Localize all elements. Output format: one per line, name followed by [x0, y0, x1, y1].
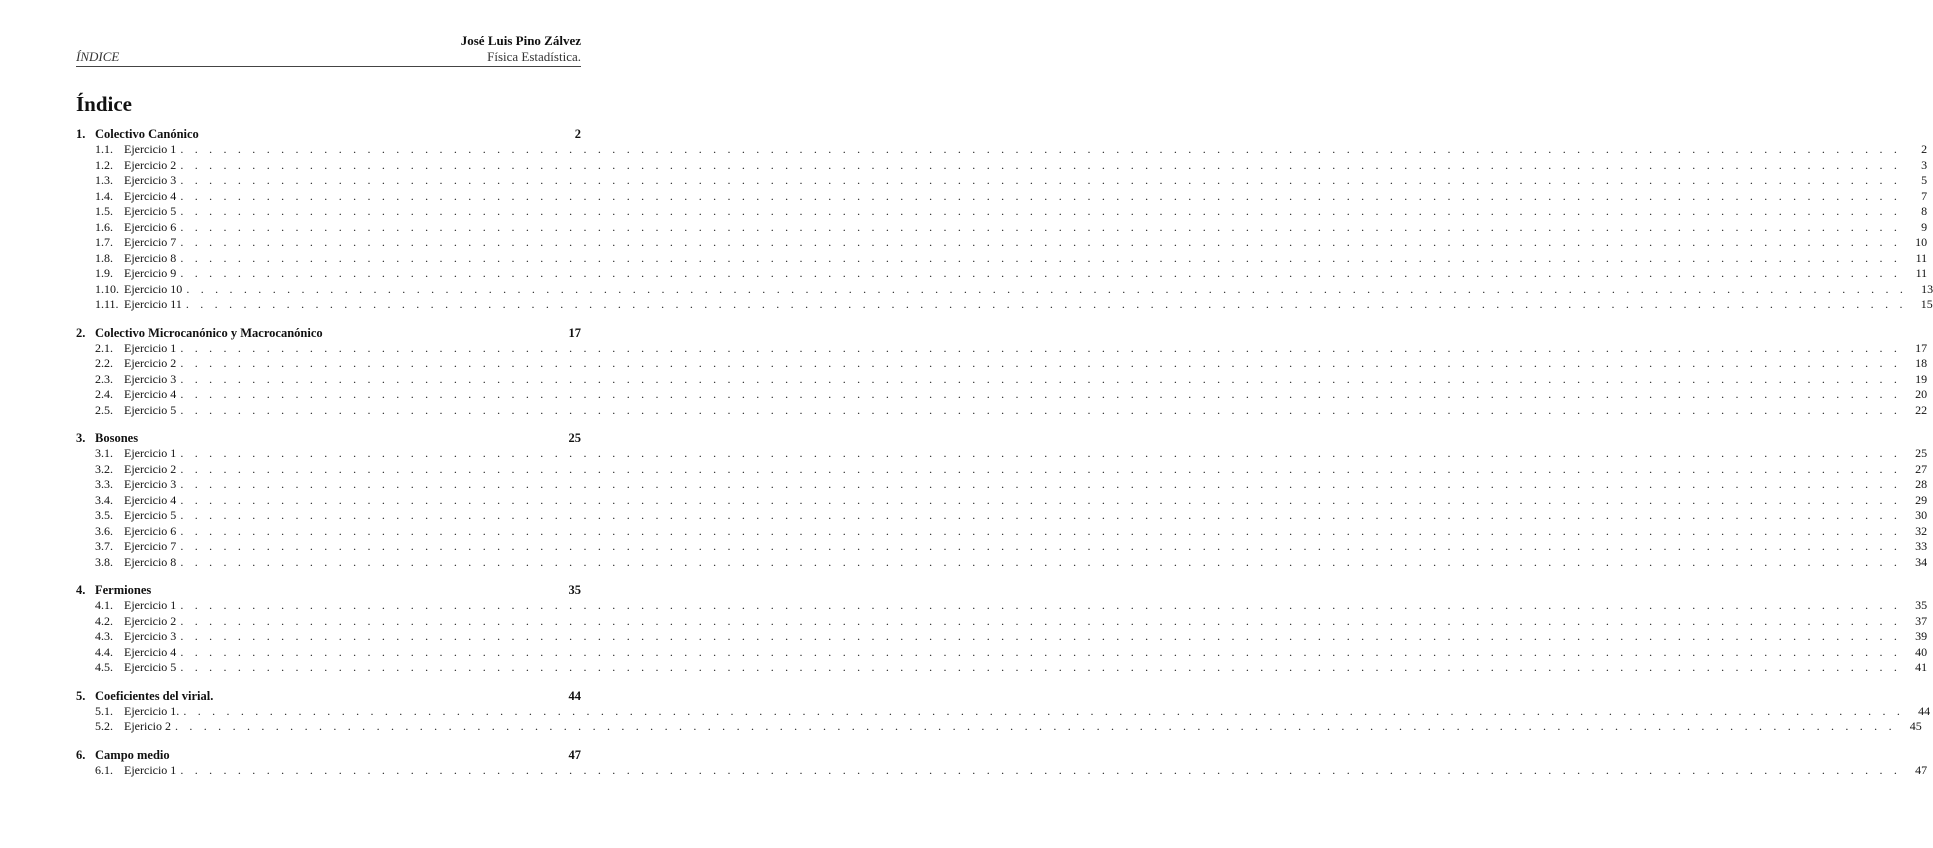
header-author: José Luis Pino Zálvez [460, 33, 581, 48]
entry-number: 1.1. [95, 142, 113, 156]
section-title: Colectivo Canónico [95, 127, 199, 141]
section-title: Fermiones [95, 583, 152, 597]
entry-page: 37 [1915, 613, 1928, 628]
dot-leader: . . . . . . . . . . . . . . . . . . . . . . . . . . . . . . . . . . . . . . . . . . . . . . . . . . . . . . . . . . . . . . . . . . . . . . . . . . . . . . . . . . . . . . . . . . . . . . . . . . . . . . . . . . . . . . . . . . . . . . . . [180, 188, 1902, 203]
entry-title: Ejercicio 5 [124, 402, 177, 417]
toc-section [76, 126, 1933, 313]
entry-title: Ejercicio 2 [124, 356, 177, 370]
entry-title: Ejercicio 3 [124, 173, 177, 187]
toc-entry[interactable] [76, 281, 1933, 298]
entry-number: 3.2. [95, 461, 113, 476]
header-course: Física Estadística. [487, 49, 581, 64]
entry-number: 4.1. [95, 598, 113, 612]
entry-title: Ejercicio 5 [124, 508, 177, 522]
toc-entry[interactable] [76, 387, 1928, 403]
entry-title: Ejercicio 9 [124, 266, 177, 280]
entry-number: 1.2. [95, 157, 113, 172]
entry-title: Ejercicio 2 [124, 157, 177, 172]
dot-leader: . . . . . . . . . . . . . . . . . . . . . . . . . . . . . . . . . . . . . . . . . . . . . . . . . . . . . . . . . . . . . . . . . . . . . . . . . . . . . . . . . . . . . . . . . . . . . . . . . . . . . . . . . . . . . . . . . . . . . . . . [180, 235, 1902, 249]
entry-page: 34 [1915, 554, 1928, 569]
dot-leader: . . . . . . . . . . . . . . . . . . . . . . . . . . . . . . . . . . . . . . . . . . . . . . . . . . . . . . . . . . . . . . . . . . . . . . . . . . . . . . . . . . . . . . . . . . . . . . . . . . . . . . . . . . . . . . . . . . . . . . . . [180, 508, 1902, 522]
entry-title: Ejercicio 1 [124, 598, 177, 612]
entry-page: 27 [1915, 461, 1928, 476]
entry-number: 3.5. [95, 508, 113, 522]
entry-number: 4.5. [95, 660, 113, 674]
entry-number: 3.1. [95, 446, 113, 460]
toc-entry[interactable] [76, 523, 1928, 540]
toc-section-heading[interactable] [76, 747, 581, 763]
section-page: 2 [574, 127, 581, 141]
toc-entry[interactable] [76, 297, 1933, 313]
entry-title: Ejercicio 10 [124, 281, 183, 296]
dot-leader: . . . . . . . . . . . . . . . . . . . . . . . . . . . . . . . . . . . . . . . . . . . . . . . . . . . . . . . . . . . . . . . . . . . . . . . . . . . . . . . . . . . . . . . . . . . . . . . . . . . . . . . . . . . . . . . . . . . . . . . . [180, 387, 1902, 401]
entry-title: Ejercicio 7 [124, 235, 177, 249]
entry-number: 1.7. [95, 235, 113, 249]
entry-number: 2.5. [95, 402, 113, 417]
entry-number: 2.4. [95, 387, 113, 401]
toc-section-heading[interactable] [76, 430, 581, 446]
toc-section [76, 430, 1928, 570]
toc-section-heading[interactable] [76, 688, 581, 704]
entry-page: 17 [1915, 340, 1928, 355]
toc-section [76, 582, 1928, 676]
toc-entry[interactable] [76, 266, 1928, 282]
entry-title: Ejercicio 4 [124, 188, 177, 203]
entry-page: 3 [1921, 157, 1928, 172]
dot-leader: . . . . . . . . . . . . . . . . . . . . . . . . . . . . . . . . . . . . . . . . . . . . . . . . . . . . . . . . . . . . . . . . . . . . . . . . . . . . . . . . . . . . . . . . . . . . . . . . . . . . . . . . . . . . . . . . . . . . . . . . [180, 173, 1902, 187]
entry-page: 28 [1915, 477, 1928, 491]
dot-leader: . . . . . . . . . . . . . . . . . . . . . . . . . . . . . . . . . . . . . . . . . . . . . . . . . . . . . . . . . . . . . . . . . . . . . . . . . . . . . . . . . . . . . . . . . . . . . . . . . . . . . . . . . . . . . . . . . . . . . . . . [180, 461, 1902, 476]
toc-entry[interactable] [76, 157, 1928, 174]
entry-number: 5.1. [95, 703, 113, 718]
entry-number: 3.8. [95, 554, 113, 569]
dot-leader: . . . . . . . . . . . . . . . . . . . . . . . . . . . . . . . . . . . . . . . . . . . . . . . . . . . . . . . . . . . . . . . . . . . . . . . . . . . . . . . . . . . . . . . . . . . . . . . . . . . . . . . . . . . . . . . . . . . . . . . . [180, 371, 1902, 386]
dot-leader: . . . . . . . . . . . . . . . . . . . . . . . . . . . . . . . . . . . . . . . . . . . . . . . . . . . . . . . . . . . . . . . . . . . . . . . . . . . . . . . . . . . . . . . . . . . . . . . . . . . . . . . . . . . . . . . . . . . . . . . . [186, 281, 1908, 296]
entry-page: 44 [1918, 703, 1931, 718]
section-number: 3. [76, 431, 86, 445]
entry-number: 3.6. [95, 523, 113, 538]
dot-leader: . . . . . . . . . . . . . . . . . . . . . . . . . . . . . . . . . . . . . . . . . . . . . . . . . . . . . . . . . . . . . . . . . . . . . . . . . . . . . . . . . . . . . . . . . . . . . . . . . . . . . . . . . . . . . . . . . . . . . . . . [174, 719, 1896, 733]
toc-entry[interactable] [76, 703, 1931, 720]
entry-title: Ejercicio 3 [124, 477, 177, 491]
toc-entry[interactable] [76, 629, 1928, 645]
section-number: 5. [76, 688, 86, 703]
section-page: 47 [568, 747, 581, 762]
section-number: 1. [76, 127, 86, 141]
header-row [76, 49, 581, 65]
entry-page: 25 [1915, 446, 1928, 460]
toc-entry[interactable] [76, 492, 1928, 509]
toc-entry[interactable] [76, 250, 1928, 267]
dot-leader: . . . . . . . . . . . . . . . . . . . . . . . . . . . . . . . . . . . . . . . . . . . . . . . . . . . . . . . . . . . . . . . . . . . . . . . . . . . . . . . . . . . . . . . . . . . . . . . . . . . . . . . . . . . . . . . . . . . . . . . . [180, 477, 1902, 491]
entry-page: 35 [1915, 598, 1928, 612]
section-number: 2. [76, 325, 86, 340]
entry-page: 19 [1915, 371, 1928, 386]
dot-leader: . . . . . . . . . . . . . . . . . . . . . . . . . . . . . . . . . . . . . . . . . . . . . . . . . . . . . . . . . . . . . . . . . . . . . . . . . . . . . . . . . . . . . . . . . . . . . . . . . . . . . . . . . . . . . . . . . . . . . . . . [180, 266, 1902, 280]
toc-entry[interactable] [76, 188, 1928, 205]
section-number: 6. [76, 747, 86, 762]
entry-number: 3.3. [95, 477, 113, 491]
entry-page: 30 [1915, 508, 1928, 522]
entry-page: 11 [1915, 266, 1928, 280]
toc-entry[interactable] [76, 660, 1928, 676]
toc-entry[interactable] [76, 142, 1928, 158]
toc-entry[interactable] [76, 446, 1928, 462]
entry-title: Ejercicio 2 [124, 613, 177, 628]
dot-leader: . . . . . . . . . . . . . . . . . . . . . . . . . . . . . . . . . . . . . . . . . . . . . . . . . . . . . . . . . . . . . . . . . . . . . . . . . . . . . . . . . . . . . . . . . . . . . . . . . . . . . . . . . . . . . . . . . . . . . . . . [180, 446, 1902, 460]
dot-leader: . . . . . . . . . . . . . . . . . . . . . . . . . . . . . . . . . . . . . . . . . . . . . . . . . . . . . . . . . . . . . . . . . . . . . . . . . . . . . . . . . . . . . . . . . . . . . . . . . . . . . . . . . . . . . . . . . . . . . . . . [180, 250, 1902, 265]
entry-page: 22 [1915, 402, 1928, 417]
entry-page: 41 [1915, 660, 1928, 674]
entry-page: 9 [1921, 219, 1928, 234]
dot-leader: . . . . . . . . . . . . . . . . . . . . . . . . . . . . . . . . . . . . . . . . . . . . . . . . . . . . . . . . . . . . . . . . . . . . . . . . . . . . . . . . . . . . . . . . . . . . . . . . . . . . . . . . . . . . . . . . . . . . . . . . [180, 613, 1902, 628]
entry-page: 29 [1915, 492, 1928, 507]
section-title: Bosones [95, 431, 139, 445]
entry-title: Ejercicio 2 [124, 461, 177, 476]
section-page: 17 [568, 325, 581, 340]
section-page: 35 [568, 583, 581, 597]
entry-page: 13 [1921, 281, 1933, 296]
entry-number: 4.3. [95, 629, 113, 643]
dot-leader: . . . . . . . . . . . . . . . . . . . . . . . . . . . . . . . . . . . . . . . . . . . . . . . . . . . . . . . . . . . . . . . . . . . . . . . . . . . . . . . . . . . . . . . . . . . . . . . . . . . . . . . . . . . . . . . . . . . . . . . . [180, 402, 1902, 417]
section-title: Campo medio [95, 747, 170, 762]
entry-title: Ejercicio 11 [124, 297, 182, 311]
dot-leader: . . . . . . . . . . . . . . . . . . . . . . . . . . . . . . . . . . . . . . . . . . . . . . . . . . . . . . . . . . . . . . . . . . . . . . . . . . . . . . . . . . . . . . . . . . . . . . . . . . . . . . . . . . . . . . . . . . . . . . . . [180, 340, 1902, 355]
entry-number: 5.2. [95, 719, 113, 733]
entry-number: 1.4. [95, 188, 113, 203]
entry-page: 47 [1915, 762, 1928, 777]
running-header [76, 33, 581, 67]
dot-leader: . . . . . . . . . . . . . . . . . . . . . . . . . . . . . . . . . . . . . . . . . . . . . . . . . . . . . . . . . . . . . . . . . . . . . . . . . . . . . . . . . . . . . . . . . . . . . . . . . . . . . . . . . . . . . . . . . . . . . . . . [180, 660, 1902, 674]
entry-number: 3.4. [95, 492, 113, 507]
entry-page: 11 [1915, 250, 1928, 265]
section-number: 4. [76, 583, 86, 597]
dot-leader: . . . . . . . . . . . . . . . . . . . . . . . . . . . . . . . . . . . . . . . . . . . . . . . . . . . . . . . . . . . . . . . . . . . . . . . . . . . . . . . . . . . . . . . . . . . . . . . . . . . . . . . . . . . . . . . . . . . . . . . . [180, 539, 1902, 553]
toc-entry[interactable] [76, 235, 1928, 251]
entry-title: Ejercicio 1 [124, 446, 177, 460]
entry-title: Ejercicio 3 [124, 629, 177, 643]
entry-title: Ejercicio 8 [124, 554, 177, 569]
toc-entry[interactable] [76, 613, 1928, 630]
toc-section-heading[interactable] [76, 582, 581, 598]
table-of-contents [76, 126, 1933, 790]
entry-title: Ejercicio 1 [124, 142, 177, 156]
dot-leader: . . . . . . . . . . . . . . . . . . . . . . . . . . . . . . . . . . . . . . . . . . . . . . . . . . . . . . . . . . . . . . . . . . . . . . . . . . . . . . . . . . . . . . . . . . . . . . . . . . . . . . . . . . . . . . . . . . . . . . . . [180, 598, 1902, 612]
entry-number: 1.5. [95, 204, 113, 218]
entry-number: 4.2. [95, 613, 113, 628]
entry-page: 2 [1921, 142, 1928, 156]
dot-leader: . . . . . . . . . . . . . . . . . . . . . . . . . . . . . . . . . . . . . . . . . . . . . . . . . . . . . . . . . . . . . . . . . . . . . . . . . . . . . . . . . . . . . . . . . . . . . . . . . . . . . . . . . . . . . . . . . . . . . . . . [180, 356, 1902, 370]
entry-title: Ejercicio 4 [124, 644, 177, 659]
toc-entry[interactable] [76, 371, 1928, 388]
dot-leader: . . . . . . . . . . . . . . . . . . . . . . . . . . . . . . . . . . . . . . . . . . . . . . . . . . . . . . . . . . . . . . . . . . . . . . . . . . . . . . . . . . . . . . . . . . . . . . . . . . . . . . . . . . . . . . . . . . . . . . . . [185, 297, 1907, 311]
dot-leader: . . . . . . . . . . . . . . . . . . . . . . . . . . . . . . . . . . . . . . . . . . . . . . . . . . . . . . . . . . . . . . . . . . . . . . . . . . . . . . . . . . . . . . . . . . . . . . . . . . . . . . . . . . . . . . . . . . . . . . . . [180, 762, 1902, 777]
entry-number: 1.8. [95, 250, 113, 265]
entry-number: 2.2. [95, 356, 113, 370]
entry-page: 18 [1915, 356, 1928, 370]
toc-entry[interactable] [76, 219, 1928, 236]
toc-section [76, 688, 1931, 735]
toc-entry[interactable] [76, 461, 1928, 478]
toc-entry[interactable] [76, 762, 1928, 779]
entry-page: 45 [1909, 719, 1922, 733]
section-title: Colectivo Microcanónico y Macrocanónico [95, 325, 323, 340]
entry-number: 1.9. [95, 266, 113, 280]
entry-page: 40 [1915, 644, 1928, 659]
toc-section [76, 325, 1928, 419]
section-page: 44 [568, 688, 581, 703]
entry-page: 10 [1915, 235, 1928, 249]
dot-leader: . . . . . . . . . . . . . . . . . . . . . . . . . . . . . . . . . . . . . . . . . . . . . . . . . . . . . . . . . . . . . . . . . . . . . . . . . . . . . . . . . . . . . . . . . . . . . . . . . . . . . . . . . . . . . . . . . . . . . . . . [183, 703, 1905, 718]
toc-title: Índice [76, 92, 133, 116]
entry-page: 15 [1920, 297, 1933, 311]
toc-section [76, 747, 1928, 779]
toc-entry[interactable] [76, 508, 1928, 524]
entry-number: 1.3. [95, 173, 113, 187]
entry-number: 6.1. [95, 762, 113, 777]
toc-entry[interactable] [76, 204, 1928, 220]
toc-entry[interactable] [76, 554, 1928, 571]
entry-title: Ejercicio 4 [124, 387, 177, 401]
entry-number: 1.10. [95, 281, 119, 296]
entry-number: 2.3. [95, 371, 113, 386]
entry-title: Ejercicio 5 [124, 204, 177, 218]
section-title: Coeficientes del virial. [95, 688, 214, 703]
dot-leader: . . . . . . . . . . . . . . . . . . . . . . . . . . . . . . . . . . . . . . . . . . . . . . . . . . . . . . . . . . . . . . . . . . . . . . . . . . . . . . . . . . . . . . . . . . . . . . . . . . . . . . . . . . . . . . . . . . . . . . . . [180, 219, 1902, 234]
entry-title: Ejercicio 6 [124, 219, 177, 234]
header-rule [76, 66, 581, 67]
toc-entry[interactable] [76, 719, 1922, 735]
entry-title: Ejercicio 1. [124, 703, 180, 718]
toc-entry[interactable] [76, 477, 1928, 493]
toc-section-heading[interactable] [76, 126, 581, 142]
header-section-label: ÍNDICE [76, 49, 120, 64]
toc-entry[interactable] [76, 644, 1928, 661]
dot-leader: . . . . . . . . . . . . . . . . . . . . . . . . . . . . . . . . . . . . . . . . . . . . . . . . . . . . . . . . . . . . . . . . . . . . . . . . . . . . . . . . . . . . . . . . . . . . . . . . . . . . . . . . . . . . . . . . . . . . . . . . [180, 644, 1902, 659]
entry-page: 39 [1915, 629, 1928, 643]
toc-section-heading[interactable] [76, 325, 581, 341]
entry-title: Ejercicio 6 [124, 523, 177, 538]
toc-entry[interactable] [76, 539, 1928, 555]
entry-number: 1.6. [95, 219, 113, 234]
entry-title: Ejercicio 8 [124, 250, 177, 265]
toc-entry[interactable] [76, 173, 1928, 189]
entry-title: Ejercicio 1 [124, 340, 177, 355]
entry-number: 4.4. [95, 644, 113, 659]
entry-page: 33 [1915, 539, 1928, 553]
dot-leader: . . . . . . . . . . . . . . . . . . . . . . . . . . . . . . . . . . . . . . . . . . . . . . . . . . . . . . . . . . . . . . . . . . . . . . . . . . . . . . . . . . . . . . . . . . . . . . . . . . . . . . . . . . . . . . . . . . . . . . . . [180, 157, 1902, 172]
entry-page: 8 [1921, 204, 1928, 218]
entry-title: Ejercicio 7 [124, 539, 177, 553]
entry-title: Ejercicio 5 [124, 660, 177, 674]
dot-leader: . . . . . . . . . . . . . . . . . . . . . . . . . . . . . . . . . . . . . . . . . . . . . . . . . . . . . . . . . . . . . . . . . . . . . . . . . . . . . . . . . . . . . . . . . . . . . . . . . . . . . . . . . . . . . . . . . . . . . . . . [180, 142, 1902, 156]
entry-number: 1.11. [95, 297, 119, 311]
dot-leader: . . . . . . . . . . . . . . . . . . . . . . . . . . . . . . . . . . . . . . . . . . . . . . . . . . . . . . . . . . . . . . . . . . . . . . . . . . . . . . . . . . . . . . . . . . . . . . . . . . . . . . . . . . . . . . . . . . . . . . . . [180, 629, 1902, 643]
entry-title: Ejercicio 4 [124, 492, 177, 507]
dot-leader: . . . . . . . . . . . . . . . . . . . . . . . . . . . . . . . . . . . . . . . . . . . . . . . . . . . . . . . . . . . . . . . . . . . . . . . . . . . . . . . . . . . . . . . . . . . . . . . . . . . . . . . . . . . . . . . . . . . . . . . . [180, 492, 1902, 507]
toc-entry[interactable] [76, 340, 1928, 357]
dot-leader: . . . . . . . . . . . . . . . . . . . . . . . . . . . . . . . . . . . . . . . . . . . . . . . . . . . . . . . . . . . . . . . . . . . . . . . . . . . . . . . . . . . . . . . . . . . . . . . . . . . . . . . . . . . . . . . . . . . . . . . . [180, 204, 1902, 218]
toc-entry[interactable] [76, 356, 1928, 372]
section-page: 25 [568, 431, 581, 445]
entry-page: 32 [1915, 523, 1928, 538]
dot-leader: . . . . . . . . . . . . . . . . . . . . . . . . . . . . . . . . . . . . . . . . . . . . . . . . . . . . . . . . . . . . . . . . . . . . . . . . . . . . . . . . . . . . . . . . . . . . . . . . . . . . . . . . . . . . . . . . . . . . . . . . [180, 554, 1902, 569]
entry-page: 5 [1921, 173, 1928, 187]
entry-title: Ejercicio 1 [124, 762, 177, 777]
entry-title: Ejercicio 3 [124, 371, 177, 386]
entry-title: Ejericio 2 [124, 719, 171, 733]
entry-page: 7 [1921, 188, 1928, 203]
entry-page: 20 [1915, 387, 1928, 401]
entry-number: 3.7. [95, 539, 113, 553]
toc-entry[interactable] [76, 598, 1928, 614]
dot-leader: . . . . . . . . . . . . . . . . . . . . . . . . . . . . . . . . . . . . . . . . . . . . . . . . . . . . . . . . . . . . . . . . . . . . . . . . . . . . . . . . . . . . . . . . . . . . . . . . . . . . . . . . . . . . . . . . . . . . . . . . [180, 523, 1902, 538]
toc-entry[interactable] [76, 402, 1928, 419]
entry-number: 2.1. [95, 340, 113, 355]
